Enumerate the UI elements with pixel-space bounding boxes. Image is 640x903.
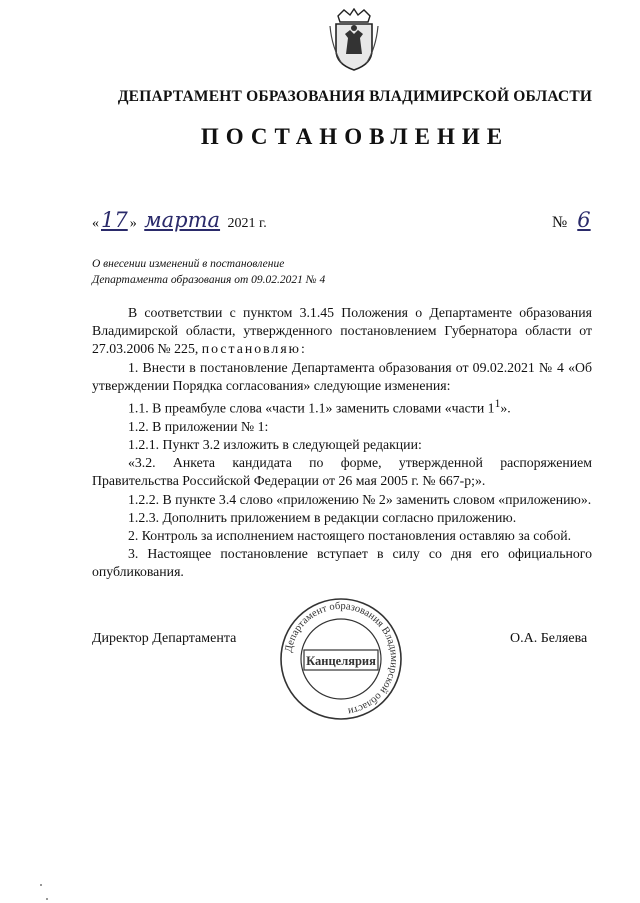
paragraph-3: 3. Настоящее постановление вступает в силу со дня его официального опубликования. <box>92 546 592 580</box>
document-number <box>552 208 605 232</box>
paragraph-1-2-2: 1.2.2. В пункте 3.4 слово «приложению № 2» заменить словом «приложению». <box>128 491 592 507</box>
paragraph-1-2-1: 1.2.1. Пункт 3.2 изложить в следующей редакции: <box>128 437 422 453</box>
office-stamp <box>278 596 404 722</box>
p1-1-superscript: 1 <box>494 398 501 411</box>
paragraph-1-1 <box>92 395 592 418</box>
date-day-handwritten: 17 <box>101 208 128 232</box>
document-type-title: ПОСТАНОВЛЕНИЕ <box>200 124 510 149</box>
decree-word: постановляю: <box>201 341 307 357</box>
department-name: ДЕПАРТАМЕНТ ОБРАЗОВАНИЯ ВЛАДИМИРСКОЙ ОБЛАСТИ <box>117 88 593 105</box>
document-body <box>92 304 592 582</box>
date-month-handwritten: марта <box>144 208 221 232</box>
date-close-quote: » <box>129 216 137 231</box>
stamp-center-text: Канцелярия <box>306 654 376 668</box>
number-prefix: № <box>552 214 568 231</box>
document-date <box>92 208 267 232</box>
number-value-handwritten: 6 <box>577 208 591 232</box>
date-year: 2021 г. <box>227 216 267 231</box>
stamp-outer-textpath: Департамент образования Владимирской области <box>283 600 400 717</box>
paragraph-1: 1. Внести в постановление Департамента образования от 09.02.2021 № 4 «Об утверждении Порядка согласования» следующие изменения: <box>92 359 592 393</box>
paragraph-1-2: 1.2. В приложении № 1: <box>128 418 269 434</box>
paragraph-3-2-quote: «3.2. Анкета кандидата по форме, утвержденной распоряжением Правительства Российской Федерации от 26 мая 2005 г. № 667-р;». <box>92 455 592 489</box>
p1-1-text: 1.1. В преамбуле слова «части 1.1» заменить словами «части 1 <box>128 400 495 416</box>
scan-speck <box>46 898 48 900</box>
paragraph-2: 2. Контроль за исполнением настоящего постановления оставляю за собой. <box>128 528 572 544</box>
intro-text: В соответствии с пунктом 3.1.45 Положения о Департаменте образования Владимирской области, утвержденного постановлением Губернатора области от 27.03.2006 № 225, <box>92 305 592 357</box>
paragraph-1-2-3: 1.2.3. Дополнить приложением в редакции согласно приложению. <box>128 509 517 525</box>
signatory-title: Директор Департамента <box>92 631 237 646</box>
subject-line-2: Департамента образования от 09.02.2021 № 4 <box>92 274 326 286</box>
document-subject <box>92 256 325 288</box>
paragraph-intro <box>92 304 592 359</box>
p1-1-end: ». <box>500 400 511 416</box>
signatory-name: О.А. Беляева <box>510 631 588 646</box>
coat-of-arms-emblem <box>328 8 380 72</box>
date-open-quote: « <box>92 216 99 231</box>
subject-line-1: О внесении изменений в постановление <box>92 258 285 270</box>
scan-speck <box>40 884 42 886</box>
